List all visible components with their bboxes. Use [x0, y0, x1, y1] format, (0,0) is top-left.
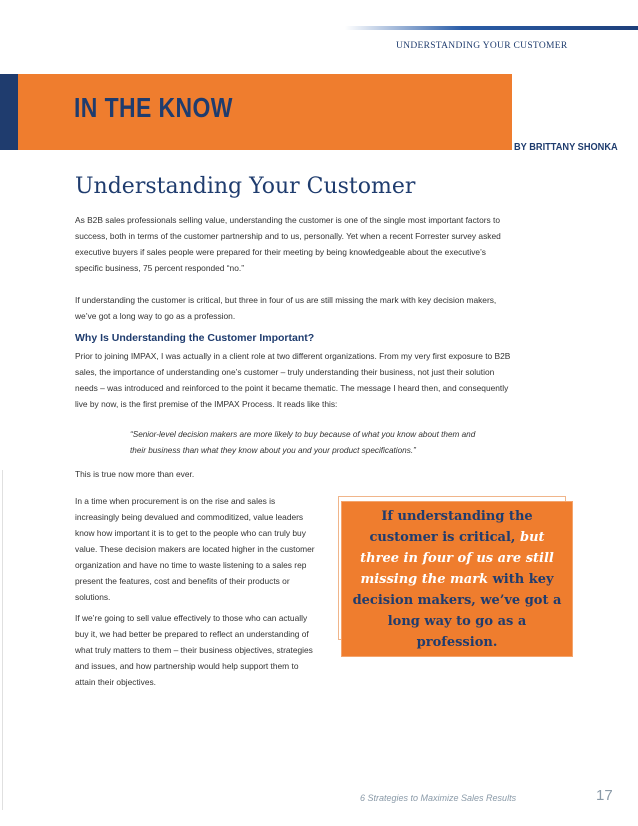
after-quote-text: This is true now more than ever. — [75, 469, 195, 479]
section-banner — [18, 74, 512, 150]
column-paragraph: If we’re going to sell value effectively to those who can actually buy it, we had better be prepared to reflect an understanding of what truly matters to them – their business objectives, strategies and issues, and how partnership would help support them to attain their objectives. — [75, 613, 313, 687]
article-title: Understanding Your Customer — [75, 174, 416, 199]
banner-title: IN THE KNOW — [74, 92, 233, 123]
section-label: UNDERSTANDING YOUR CUSTOMER — [396, 41, 568, 51]
footer-publication: 6 Strategies to Maximize Sales Results — [360, 793, 517, 803]
intro-paragraph: As B2B sales professionals selling value, understanding the customer is one of the single most important factors to success, both in terms of the customer partnership and to us, personally. Yet when a recent Forrester survey asked executive buyers if sales people were prepared for their meeting by being knowledgeable about the executive’s specific business, 75 percent responded “no.” — [75, 215, 501, 273]
pull-quote-emphasis: but three in four of us are still missing the mark — [360, 529, 554, 587]
page-edge-line — [2, 470, 3, 810]
pull-quote-part: If understanding the customer is critical, — [369, 508, 533, 545]
pull-quote-text — [349, 506, 565, 653]
author-byline: BY BRITTANY SHONKA — [514, 141, 618, 153]
column-paragraph: In a time when procurement is on the rise and sales is increasingly being devalued and commoditized, value leaders know how important it is to get to the people who can truly buy value. These decision makers are located higher in the customer organization and have no time to waste listening to a sales rep present the features, cost and benefits of their products or solutions. — [75, 496, 315, 602]
banner-accent-bar — [0, 74, 18, 150]
section-paragraph: Prior to joining IMPAX, I was actually in a client role at two different organizations. From my very first exposure to B2B sales, the importance of understanding one’s customer – truly understanding their business, not just their solution needs – was introduced and reinforced to the point it became thematic. The message I heard then, and consequently live by now, is the first premise of the IMPAX Process. It reads like this: — [75, 351, 511, 409]
header-rule — [345, 26, 638, 30]
section-subhead: Why Is Understanding the Customer Important? — [75, 332, 315, 344]
page-number: 17 — [596, 787, 613, 804]
pull-quote — [342, 502, 572, 656]
critical-paragraph: If understanding the customer is critical, but three in four of us are still missing the mark with key decision makers, we’ve got a long way to go as a profession. — [75, 295, 497, 321]
block-quote: “Senior-level decision makers are more likely to buy because of what you know about them and their business than what they know about you and your product specifications.” — [130, 430, 476, 455]
pull-quote-part: with key decision makers, we’ve got a long way to go as a profession. — [352, 571, 562, 650]
